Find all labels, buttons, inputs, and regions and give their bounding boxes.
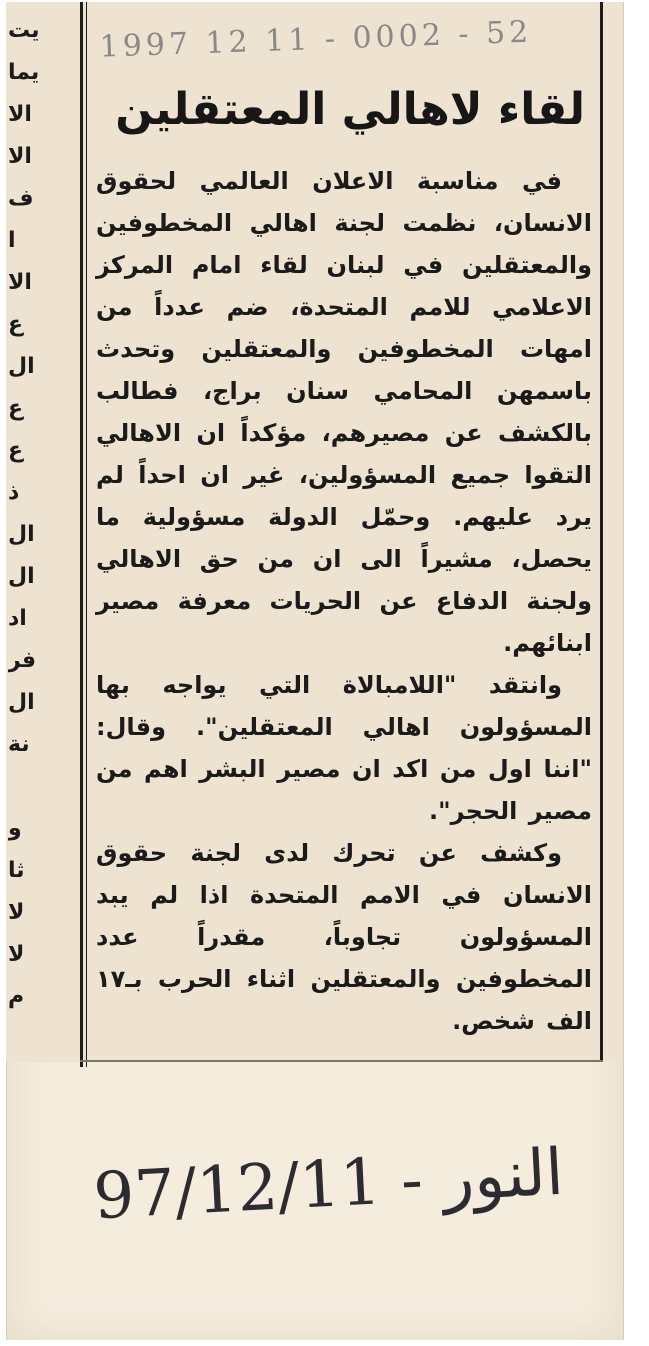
fragment-line: الا xyxy=(8,270,32,295)
fragment-line: اد xyxy=(8,606,27,631)
fragment-line: فر xyxy=(8,648,37,673)
column-rule-left xyxy=(80,2,83,1067)
fragment-line: ثا xyxy=(8,858,25,883)
fragment-line: ف xyxy=(8,186,34,211)
column-rule-left-thin xyxy=(86,2,87,1067)
fragment-line: ال xyxy=(8,690,35,715)
fragment-line: يما xyxy=(8,60,40,85)
fragment-line: يت xyxy=(8,18,40,43)
fragment-line: و xyxy=(8,816,22,841)
handwritten-date-note: 97/12/11 - النور xyxy=(91,1135,566,1235)
fragment-line: ال xyxy=(8,354,35,379)
article-body xyxy=(96,160,592,1042)
fragment-line: ع xyxy=(8,438,24,463)
archive-stamp: 1997 12 11 - 0002 - 52 xyxy=(99,14,533,65)
fragment-line xyxy=(8,766,78,808)
fragment-line: الا xyxy=(8,144,32,169)
fragment-line: ع xyxy=(8,396,24,421)
cut-edge-line xyxy=(80,1060,603,1062)
article-paragraph: وانتقد "اللامبالاة التي يواجه بها المسؤولون اهالي المعتقلين". وقال: "اننا اول من اكد ان مصير البشر اهم من مصير الحجر". xyxy=(96,671,592,825)
fragment-line: ال xyxy=(8,522,35,547)
column-rule-right xyxy=(600,2,603,1062)
fragment-line: نة xyxy=(8,732,30,757)
fragment-line: م xyxy=(8,984,25,1009)
fragment-line: ال xyxy=(8,564,35,589)
fragment-line: لا xyxy=(8,900,25,925)
article-paragraph: وكشف عن تحرك لدى لجنة حقوق الانسان في الامم المتحدة اذا لم يبد المسؤولون تجاوباً، مقدراً عدد المخطوفين والمعتقلين اثناء الحرب بـ١٧ الف شخص. xyxy=(96,839,592,1035)
fragment-line: الا xyxy=(8,102,32,127)
fragment-line: ع xyxy=(8,312,24,337)
fragment-line: لا xyxy=(8,942,25,967)
fragment-line: ذ xyxy=(8,480,20,505)
fragment-line: ا xyxy=(8,228,16,253)
article-paragraph: في مناسبة الاعلان العالمي لحقوق الانسان، نظمت لجنة اهالي المخطوفين والمعتقلين في لبنان لقاء امام المركز الاعلامي للامم المتحدة، ضم عدداً من امهات المخطوفين والمعتقلين وتحدث باسمهن المحامي سنان براج، فطالب بالكشف عن مصيرهم، مؤكداً ان الاهالي التقوا جميع المسؤولين، غير ان احداً لم يرد عليهم. وحمّل الدولة مسؤولية ما يحصل، مشيراً الى ان من حق الاهالي ولجنة الدفاع عن الحريات معرفة مصير ابنائهم. xyxy=(96,167,592,657)
neighboring-column-fragment xyxy=(8,10,78,1060)
article-headline: لقاء لاهالي المعتقلين xyxy=(115,84,585,135)
